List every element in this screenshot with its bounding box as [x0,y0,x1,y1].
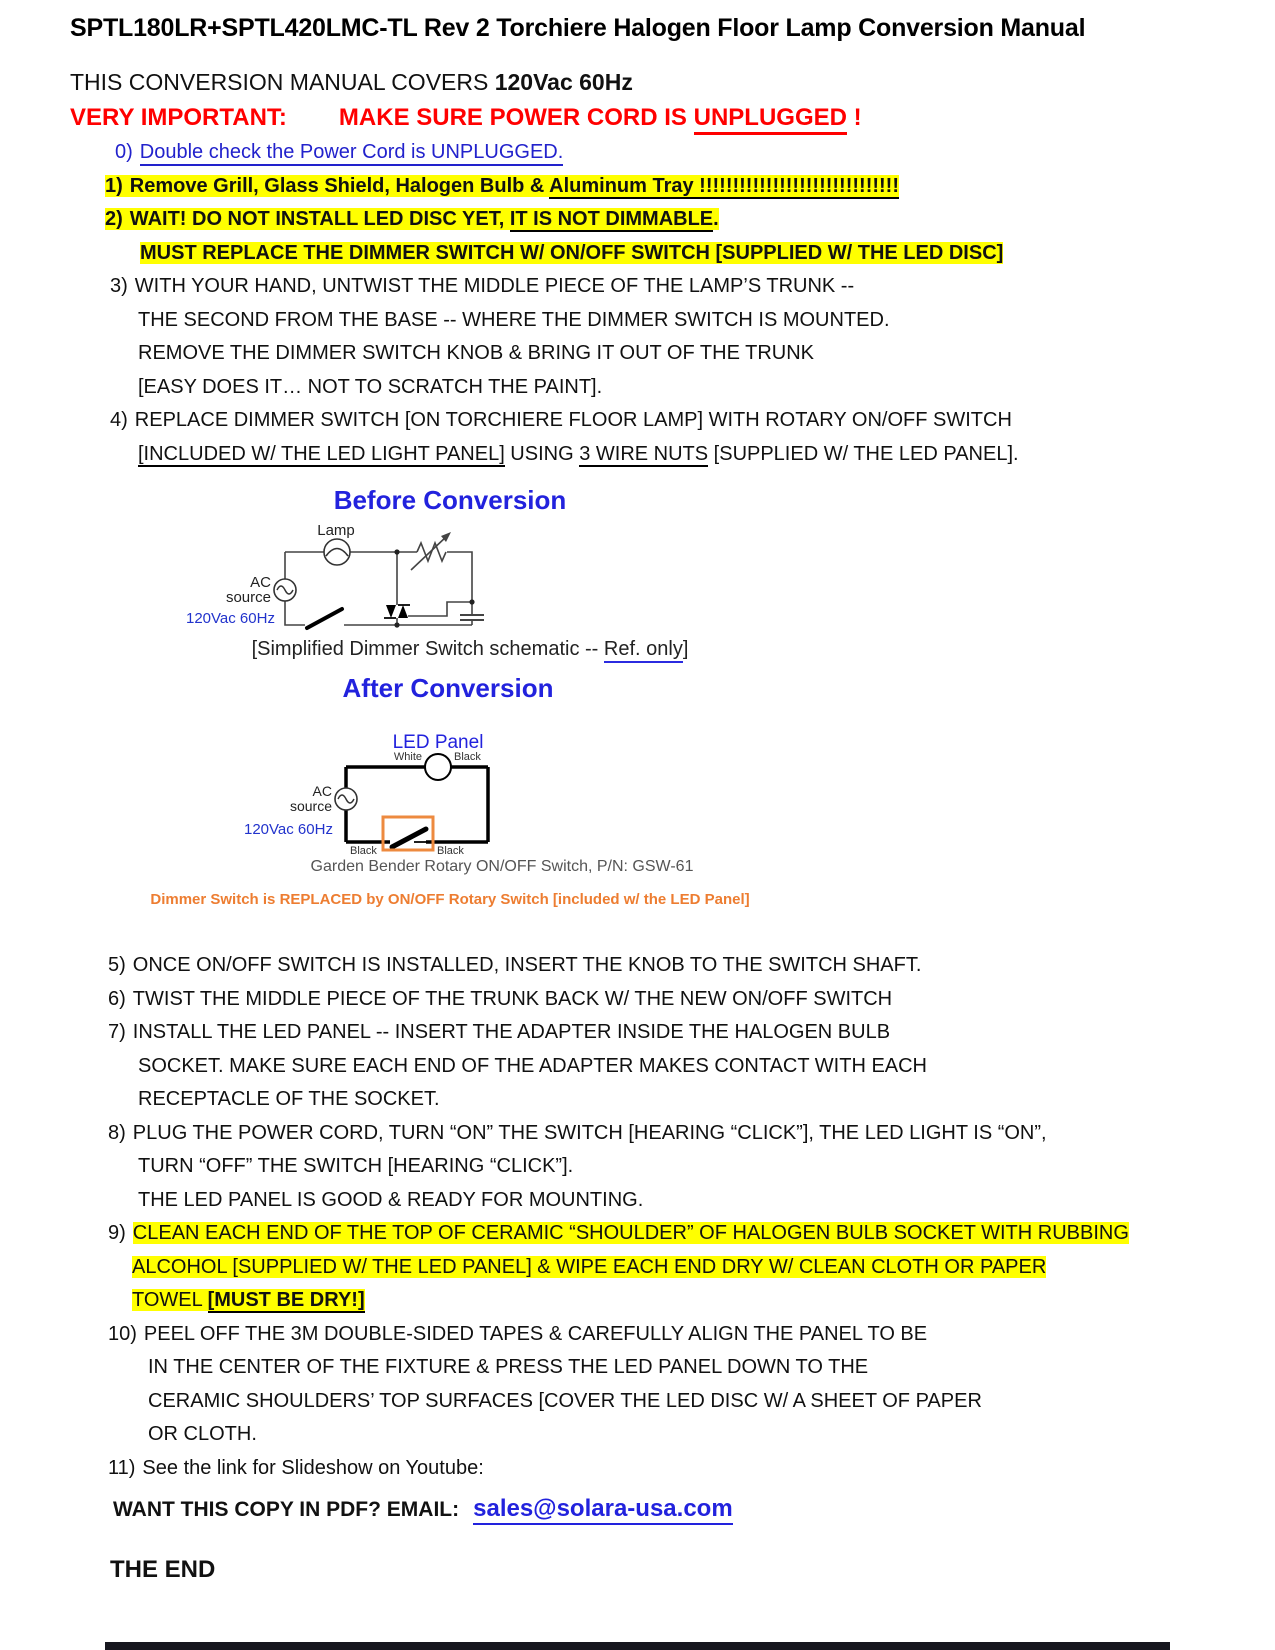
step-10-line-4: OR CLOTH. [148,1423,257,1445]
step-8-line-1: PLUG THE POWER CORD, TURN “ON” THE SWITCH [HEARING “CLICK”], THE LED LIGHT IS “ON”, [132,1121,1047,1144]
switch-blade [392,829,426,847]
voltage-label: 120Vac 60Hz [186,610,275,627]
source-label: source [225,589,271,606]
lamp-label: Lamp [317,522,355,539]
voltage-label: 120Vac 60Hz [244,821,333,838]
warning-text: MAKE SURE POWER CORD IS [338,104,694,131]
step-1-number: 1) [105,174,123,197]
step-1-text: Remove Grill, Glass Shield, Halogen Bulb & [129,174,550,197]
step-11-text: See the link for Slideshow on Youtube: [142,1456,484,1479]
black-label-right: Black [437,845,464,857]
source-label: source [289,798,332,814]
resistor-arrow [411,536,447,570]
step-2-number: 2) [105,208,123,230]
ac-label: AC [312,783,332,799]
lamp-symbol [324,539,350,565]
the-end-label: THE END [110,1556,216,1583]
step-7-line-3: RECEPTACLE OF THE SOCKET. [138,1088,440,1110]
step-9-number: 9) [108,1222,126,1244]
step-10-line-1: PEEL OFF THE 3M DOUBLE-SIDED TAPES & CAREFULLY ALIGN THE PANEL TO BE [143,1322,928,1345]
step-0 [115,136,1215,170]
step-10-line [148,1385,1215,1419]
footer-bar [105,1642,1170,1650]
step-4-mid: USING [504,442,580,465]
step-9-line [132,1251,1215,1285]
step-1-underlined-text: Aluminum Tray !!!!!!!!!!!!!!!!!!!!!!!!!!!!!! [549,174,899,197]
step-3-line-1: WITH YOUR HAND, UNTWIST THE MIDDLE PIECE OF THE LAMP’S TRUNK -- [134,275,855,297]
step-2-continuation [140,237,1215,271]
ref-only-link[interactable]: Ref. only [604,638,683,663]
email-link[interactable]: sales@solara-usa.com [473,1495,733,1525]
step-9-must-be-dry: [MUST BE DRY!] [207,1289,365,1311]
warning-suffix: ! [846,104,862,131]
step-6-text: TWIST THE MIDDLE PIECE OF THE TRUNK BACK W/ THE NEW ON/OFF SWITCH [132,987,893,1010]
switch-blade [307,609,342,628]
step-4-line [138,438,1215,472]
step-10-line [148,1351,1215,1385]
step-6-number: 6) [108,987,126,1010]
step-1 [105,170,1215,204]
warning-line [70,100,1215,136]
step-10 [108,1318,1215,1352]
step-8-line-2: TURN “OFF” THE SWITCH [HEARING “CLICK”]. [138,1155,574,1177]
step-3-line-3: REMOVE THE DIMMER SWITCH KNOB & BRING IT OUT OF THE TRUNK [138,342,814,364]
step-2 [105,203,1215,237]
warning-label: VERY IMPORTANT: [70,104,287,131]
step-8-line-3: THE LED PANEL IS GOOD & READY FOR MOUNTING. [138,1188,644,1211]
step-3-line [138,337,1215,371]
black-wire-label: Black [454,751,481,763]
junction-dot [394,622,399,627]
step-11-number: 11) [108,1456,136,1479]
step-4-underlined-1: [INCLUDED W/ THE LED LIGHT PANEL] [138,442,505,465]
white-wire-label: White [393,751,422,763]
step-3-number: 3) [110,275,128,297]
step-0-number: 0) [115,141,133,163]
step-4-number: 4) [110,409,128,431]
step-10-line-2: IN THE CENTER OF THE FIXTURE & PRESS THE LED PANEL DOWN TO THE [148,1356,869,1378]
circuit-wires [346,767,488,842]
step-7-line [138,1083,1215,1117]
caption-text: [Simplified Dimmer Switch schematic -- [251,638,604,660]
step-3-line-4: [EASY DOES IT… NOT TO SCRATCH THE PAINT]. [138,375,603,398]
after-conversion-schematic [240,690,540,860]
circuit-wires [285,552,472,625]
step-2-suffix: . [713,208,719,230]
step-7 [108,1016,1215,1050]
junction-dot [394,549,399,554]
step-5-text: ONCE ON/OFF SWITCH IS INSTALLED, INSERT THE KNOB TO THE SWITCH SHAFT. [132,954,922,976]
ac-label: AC [250,574,271,591]
covers-line [70,69,1215,96]
led-panel-symbol [425,754,451,780]
step-8-line [138,1150,1215,1184]
rotary-switch-caption: Garden Bender Rotary ON/OFF Switch, P/N: GSW-61 [310,858,694,875]
step-4-end: [SUPPLIED W/ THE LED PANEL]. [708,442,1019,465]
before-schematic-caption [220,638,720,661]
before-conversion-heading: Before Conversion [333,485,567,515]
step-4-underlined-2: 3 WIRE NUTS [579,442,709,465]
step-8 [108,1117,1215,1151]
step-11 [108,1452,1215,1486]
step-9-line-2: ALCOHOL [SUPPLIED W/ THE LED PANEL] & WIPE EACH END DRY W/ CLEAN CLOTH OR PAPER [132,1255,1047,1278]
dimmer-replaced-note: Dimmer Switch is REPLACED by ON/OFF Rotary Switch [included w/ the LED Panel] [150,891,750,908]
diagrams-section [70,477,1215,949]
step-3-line [138,304,1215,338]
step-9-line-1: CLEAN EACH END OF THE TOP OF CERAMIC “SHOULDER” OF HALOGEN BULB SOCKET WITH RUBBING [132,1222,1129,1244]
step-5-number: 5) [108,954,126,976]
page-title: SPTL180LR+SPTL420LMC-TL Rev 2 Torchiere Halogen Floor Lamp Conversion Manual [70,14,1086,42]
caption-suffix: ] [682,638,689,660]
before-conversion-schematic [170,515,590,645]
step-9-line-3: TOWEL [132,1289,208,1311]
led-panel-label: LED Panel [392,732,484,753]
after-conversion-heading: After Conversion [342,673,554,703]
step-9-line [132,1284,1215,1318]
step-2-text: WAIT! DO NOT INSTALL LED DISC YET, [129,208,510,230]
step-10-number: 10) [108,1322,137,1345]
covers-value: 120Vac 60Hz [494,69,633,95]
step-2-underlined-text: IT IS NOT DIMMABLE [509,208,714,230]
step-6 [108,983,1215,1017]
step-7-number: 7) [108,1021,126,1043]
step-3-line [138,371,1215,405]
step-10-line [148,1418,1215,1452]
step-7-line-2: SOCKET. MAKE SURE EACH END OF THE ADAPTER MAKES CONTACT WITH EACH [138,1054,928,1077]
step-7-line-1: INSTALL THE LED PANEL -- INSERT THE ADAPTER INSIDE THE HALOGEN BULB [132,1021,891,1043]
capacitor-symbol [460,615,484,620]
step-9 [108,1217,1215,1251]
step-3-line-2: THE SECOND FROM THE BASE -- WHERE THE DIMMER SWITCH IS MOUNTED. [138,308,890,331]
warning-unplugged: UNPLUGGED [694,104,847,135]
covers-text: THIS CONVERSION MANUAL COVERS [70,69,495,95]
step-0-link-text[interactable]: Double check the Power Cord is UNPLUGGED. [140,141,564,166]
step-3 [110,270,1215,304]
step-4-line-1: REPLACE DIMMER SWITCH [ON TORCHIERE FLOOR LAMP] WITH ROTARY ON/OFF SWITCH [134,409,1012,431]
pdf-request-line [113,1491,1215,1528]
pdf-label: WANT THIS COPY IN PDF? EMAIL: [113,1498,460,1521]
variable-resistor-symbol [417,543,446,561]
black-label-left: Black [350,845,377,857]
step-5 [108,949,1215,983]
junction-dot [469,599,474,604]
step-8-number: 8) [108,1121,126,1144]
step-2b-text: MUST REPLACE THE DIMMER SWITCH W/ ON/OFF SWITCH [SUPPLIED W/ THE LED DISC] [140,241,1004,264]
step-7-line [138,1050,1215,1084]
step-4 [110,404,1215,438]
step-10-line-3: CERAMIC SHOULDERS’ TOP SURFACES [COVER THE LED DISC W/ A SHEET OF PAPER [148,1389,982,1412]
step-8-line [138,1184,1215,1218]
